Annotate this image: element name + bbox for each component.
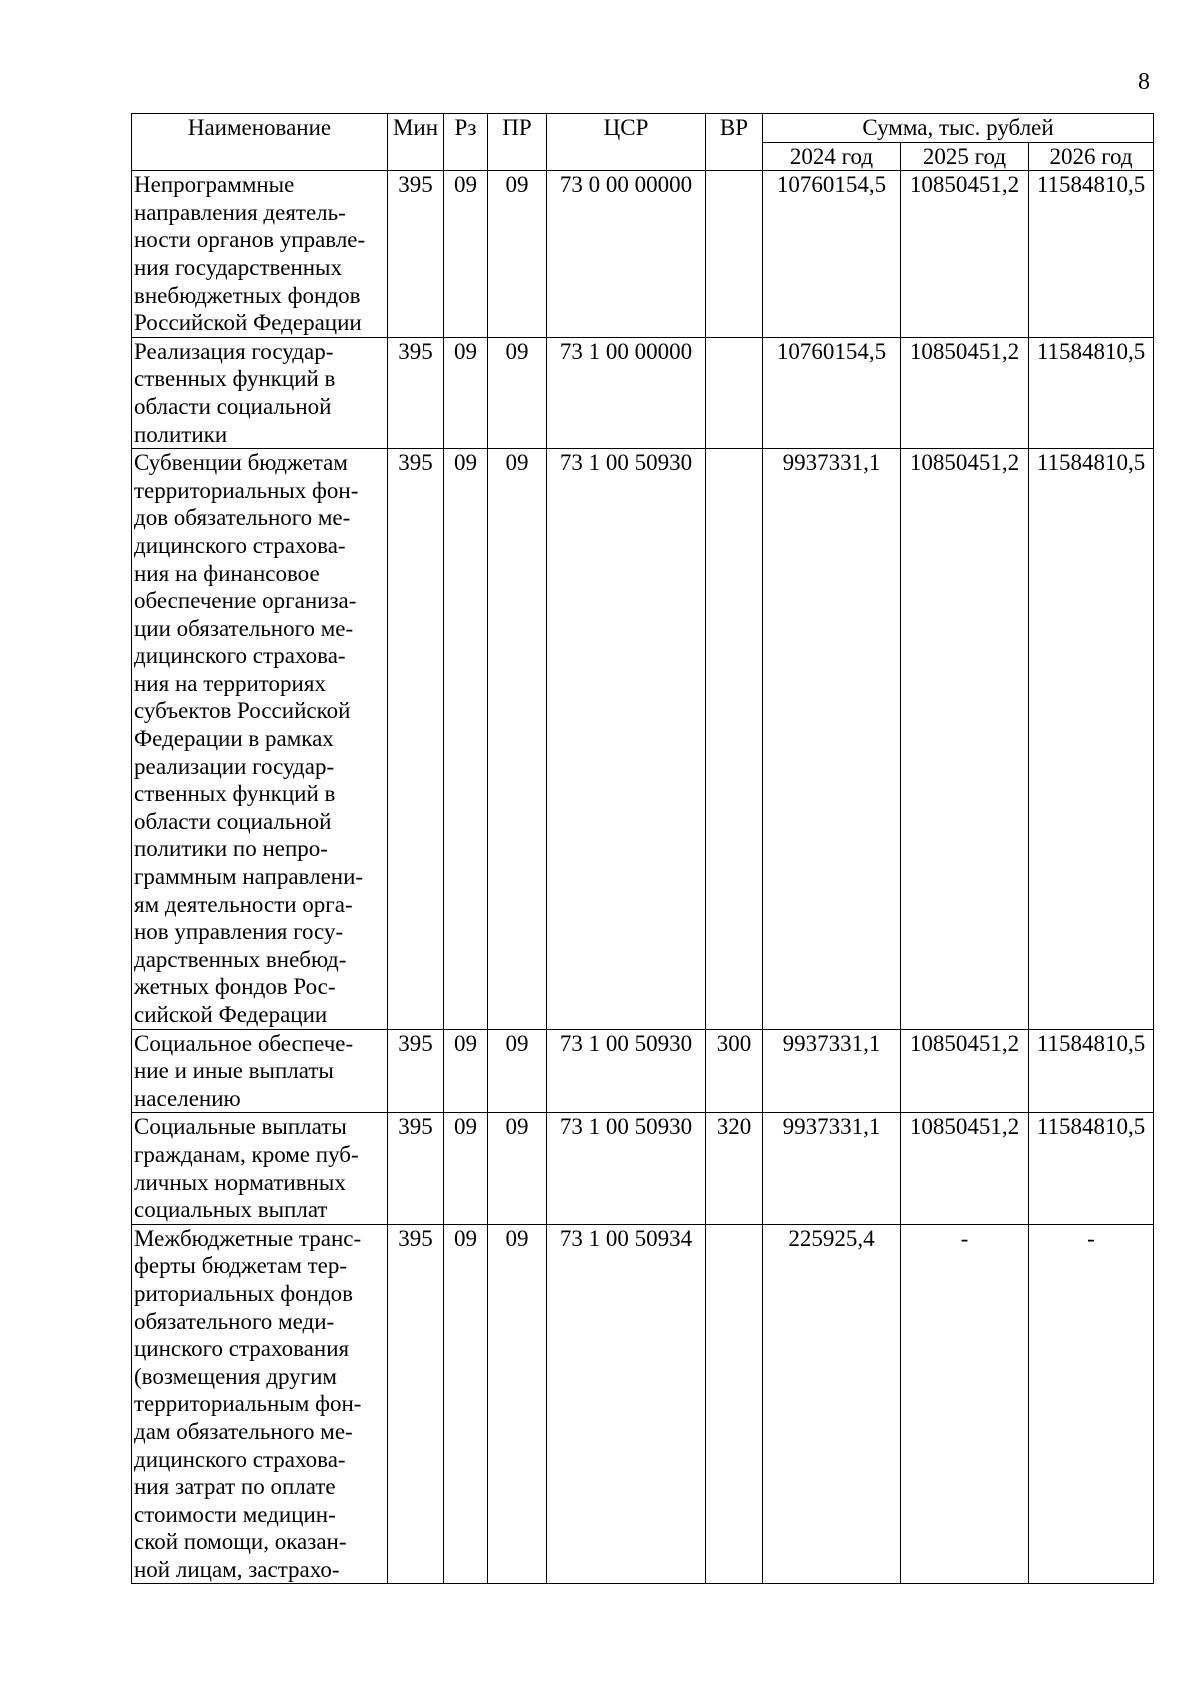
table-header [132,114,1154,171]
cell-vr [706,337,763,448]
cell-vr [706,1224,763,1584]
cell-rz: 09 [444,171,488,338]
name-line: Межбюджетные транс- [134,1225,362,1251]
name-line: дам обязательного ме- [134,1418,353,1444]
cell-rz: 09 [444,337,488,448]
cell-min: 395 [388,449,444,1029]
cell-min: 395 [388,1224,444,1584]
name-line: ния на территориях [134,670,326,696]
name-line: населению [134,1085,241,1111]
cell-amount-2024: 10760154,5 [763,171,901,338]
name-line: территориальным фон- [134,1391,362,1417]
name-line: сийской Федерации [134,1002,328,1027]
header-pr: ПР [488,114,547,171]
cell-rz: 09 [444,449,488,1029]
name-line: субъектов Российской [134,698,351,724]
name-line: реализации государ- [134,753,335,779]
page-number: 8 [1138,69,1150,95]
cell-amount-2026: 11584810,5 [1029,1029,1154,1113]
name-line: (возмещения другим [134,1363,337,1389]
name-line: Социальные выплаты [134,1114,347,1140]
name-line: гражданам, кроме пуб- [134,1141,359,1167]
cell-rz: 09 [444,1029,488,1113]
cell-amount-2025: 10850451,2 [901,449,1029,1029]
cell-vr: 300 [706,1029,763,1113]
name-line: жетных фондов Рос- [134,974,336,1000]
table-row [132,1224,1154,1584]
cell-amount-2024: 225925,4 [763,1224,901,1584]
name-line: ской помощи, оказан- [134,1529,347,1555]
name-line: личных нормативных [134,1169,346,1195]
header-year-2025: 2025 год [901,142,1029,171]
cell-pr: 09 [488,449,547,1029]
cell-amount-2025: 10850451,2 [901,337,1029,448]
name-line: Непрограммные [134,172,295,198]
cell-vr: 320 [706,1113,763,1224]
cell-csr: 73 1 00 50930 [547,449,706,1029]
cell-amount-2025: - [901,1224,1029,1584]
cell-min: 395 [388,171,444,338]
name-line: Российской Федерации [134,310,362,336]
cell-name [132,1113,388,1224]
name-line: риториальных фондов [134,1280,354,1306]
name-line: ной лицам, застрахо- [134,1556,340,1582]
name-line: Субвенции бюджетам [134,450,348,476]
name-line: ям деятельности орга- [134,891,353,917]
cell-csr: 73 1 00 00000 [547,337,706,448]
name-line: цинского страхования [134,1336,350,1362]
cell-amount-2024: 9937331,1 [763,1029,901,1113]
name-line: внебюджетных фондов [134,282,361,308]
header-sum: Сумма, тыс. рублей [763,114,1154,143]
cell-amount-2026: 11584810,5 [1029,171,1154,338]
table-body [132,171,1154,1584]
table-row [132,1113,1154,1224]
name-line: дицинского страхова- [134,643,346,669]
cell-amount-2026: - [1029,1224,1154,1584]
header-year-2026: 2026 год [1029,142,1154,171]
cell-name [132,449,388,1029]
budget-table [131,113,1154,1584]
cell-rz: 09 [444,1224,488,1584]
name-line: территориальных фон- [134,477,359,503]
cell-pr: 09 [488,1029,547,1113]
cell-pr: 09 [488,337,547,448]
name-line: ции обязательного ме- [134,615,354,641]
name-line: нов управления госу- [134,919,344,945]
cell-min: 395 [388,1113,444,1224]
name-line: стоимости медицин- [134,1501,336,1527]
cell-amount-2026: 11584810,5 [1029,337,1154,448]
header-rz: Рз [444,114,488,171]
cell-amount-2026: 11584810,5 [1029,449,1154,1029]
name-line: ния на финансовое [134,560,320,586]
name-line: обеспечение организа- [134,588,357,614]
name-line: политики по непро- [134,836,328,862]
header-vr: ВР [706,114,763,171]
name-line: направления деятель- [134,199,346,225]
name-line: обязательного меди- [134,1308,335,1334]
name-line: области социальной [134,393,332,419]
table-row [132,337,1154,448]
name-line: Социальное обеспече- [134,1030,354,1056]
name-line: Реализация государ- [134,338,334,364]
name-line: дицинского страхова- [134,1446,346,1472]
cell-vr [706,449,763,1029]
name-line: социальных выплат [134,1197,328,1223]
cell-rz: 09 [444,1113,488,1224]
name-line: дицинского страхова- [134,532,346,558]
header-year-2024: 2024 год [763,142,901,171]
name-line: граммным направлени- [134,864,364,890]
cell-csr: 73 1 00 50934 [547,1224,706,1584]
name-line: дарственных внебюд- [134,946,347,972]
name-line: ственных функций в [134,366,336,392]
name-line: области социальной [134,808,332,834]
cell-min: 395 [388,1029,444,1113]
cell-csr: 73 1 00 50930 [547,1113,706,1224]
cell-min: 395 [388,337,444,448]
header-min: Мин [388,114,444,171]
cell-vr [706,171,763,338]
cell-amount-2025: 10850451,2 [901,1029,1029,1113]
name-line: ности органов управле- [134,227,366,253]
cell-pr: 09 [488,1224,547,1584]
cell-name [132,337,388,448]
name-line: ние и иные выплаты [134,1058,334,1084]
cell-amount-2025: 10850451,2 [901,171,1029,338]
name-line: ферты бюджетам тер- [134,1253,348,1279]
cell-amount-2026: 11584810,5 [1029,1113,1154,1224]
name-line: ственных функций в [134,781,336,807]
cell-pr: 09 [488,171,547,338]
cell-name [132,1224,388,1584]
table-row [132,449,1154,1029]
name-line: ния затрат по оплате [134,1474,336,1500]
name-line: политики [134,421,228,447]
cell-amount-2025: 10850451,2 [901,1113,1029,1224]
cell-name [132,171,388,338]
table-row [132,171,1154,338]
table-row [132,1029,1154,1113]
cell-name [132,1029,388,1113]
name-line: Федерации в рамках [134,726,334,752]
cell-pr: 09 [488,1113,547,1224]
cell-csr: 73 1 00 50930 [547,1029,706,1113]
cell-amount-2024: 9937331,1 [763,449,901,1029]
cell-amount-2024: 9937331,1 [763,1113,901,1224]
cell-amount-2024: 10760154,5 [763,337,901,448]
name-line: дов обязательного ме- [134,505,351,531]
name-line: ния государственных [134,254,343,280]
header-name: Наименование [132,114,388,171]
cell-csr: 73 0 00 00000 [547,171,706,338]
header-csr: ЦСР [547,114,706,171]
